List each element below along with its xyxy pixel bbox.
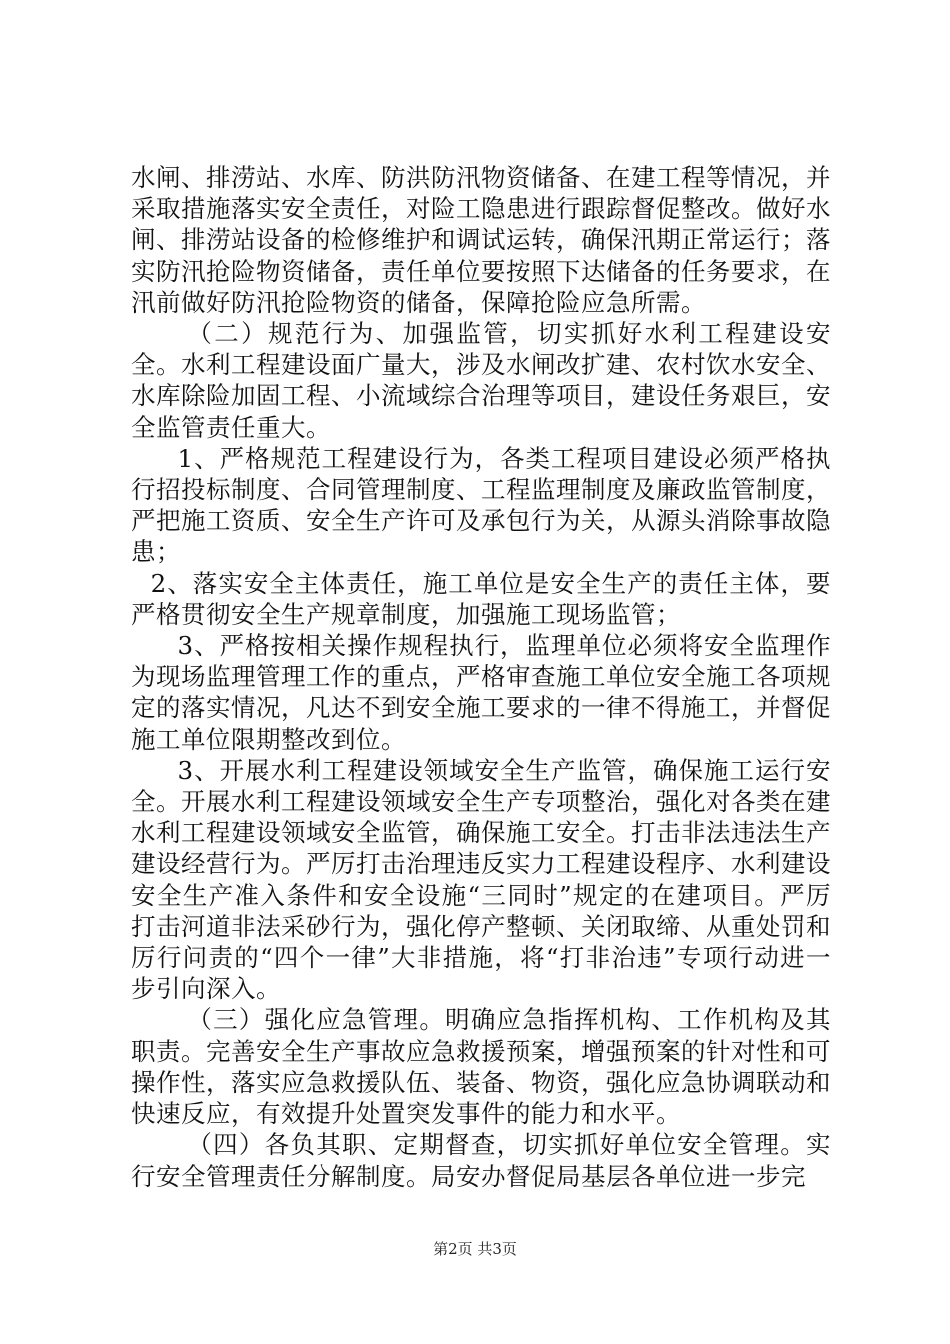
document-body [131, 162, 831, 1192]
paragraph: （三）强化应急管理。明确应急指挥机构、工作机构及其职责。完善安全生产事故应急救援预案，增强预案的针对性和可操作性，落实应急救援队伍、装备、物资，强化应急协调联动和快速反应，有效提升处置突发事件的能力和水平。 [131, 1005, 831, 1129]
paragraph: 2、落实安全主体责任，施工单位是安全生产的责任主体，要严格贯彻安全生产规章制度，加强施工现场监管； [131, 568, 831, 629]
paragraph: （二）规范行为、加强监管，切实抓好水利工程建设安全。水利工程建设面广量大，涉及水闸改扩建、农村饮水安全、水库除险加固工程、小流域综合治理等项目，建设任务艰巨，安全监管责任重大。 [131, 319, 831, 442]
paragraph: 3、开展水利工程建设领域安全生产监管，确保施工运行安全。开展水利工程建设领域安全生产专项整治，强化对各类在建水利工程建设领域安全监管，确保施工安全。打击非法违法生产建设经营行为。严厉打击治理违反实力工程建设程序、水利建设安全生产准入条件和安全设施“三同时”规定的在建项目。严厉打击河道非法采砂行为，强化停产整顿、关闭取缔、从重处罚和厉行问责的“四个一律”大非措施，将“打非治违”专项行动进一步引向深入。 [131, 755, 831, 1004]
paragraph: 3、严格按相关操作规程执行，监理单位必须将安全监理作为现场监理管理工作的重点，严格审查施工单位安全施工各项规定的落实情况，凡达不到安全施工要求的一律不得施工，并督促施工单位限期整改到位。 [131, 631, 831, 754]
paragraph: （四）各负其职、定期督查，切实抓好单位安全管理。实行安全管理责任分解制度。局安办督促局基层各单位进一步完 [131, 1130, 831, 1191]
page-footer: 第2页 共3页 [433, 1240, 517, 1258]
paragraph: 1、严格规范工程建设行为，各类工程项目建设必须严格执行招投标制度、合同管理制度、工程监理制度及廉政监管制度，严把施工资质、安全生产许可及承包行为关，从源头消除事故隐患； [131, 443, 831, 567]
paragraph: 水闸、排涝站、水库、防洪防汛物资储备、在建工程等情况，并采取措施落实安全责任，对险工隐患进行跟踪督促整改。做好水闸、排涝站设备的检修维护和调试运转，确保汛期正常运行；落实防汛抢险物资储备，责任单位要按照下达储备的任务要求，在汛前做好防汛抢险物资的储备，保障抢险应急所需。 [131, 163, 831, 317]
